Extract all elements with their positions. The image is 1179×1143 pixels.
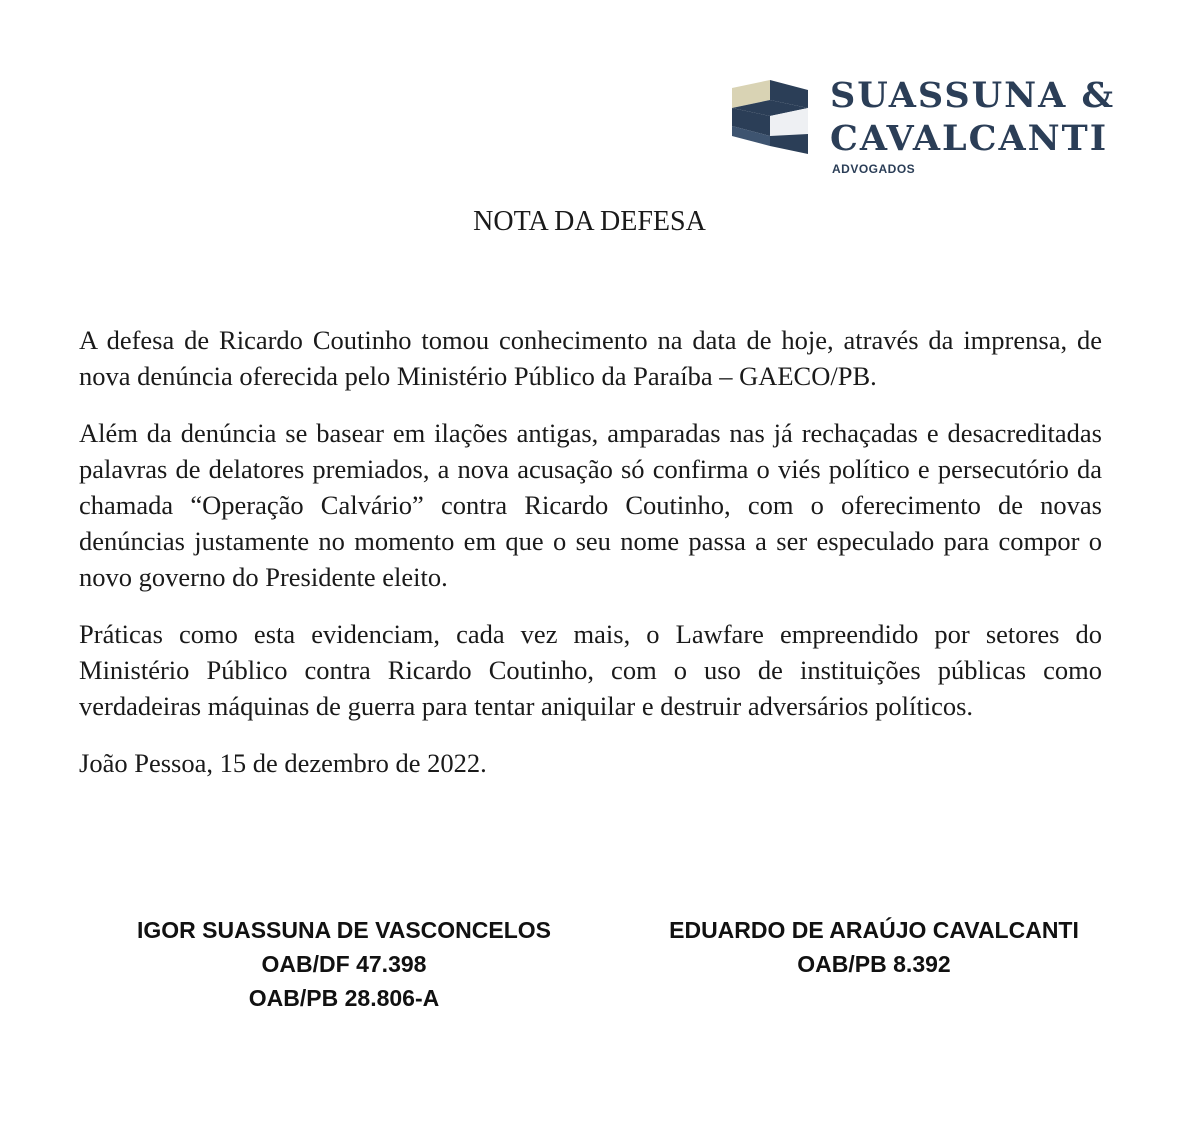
firm-name	[830, 74, 1115, 160]
paragraph-1: A defesa de Ricardo Coutinho tomou conhecimento na data de hoje, através da imprensa, de nova denúncia oferecida pelo Ministério Público da Paraíba – GAECO/PB.	[79, 325, 1102, 391]
document-title: NOTA DA DEFESA	[473, 206, 706, 237]
signer-name: EDUARDO DE ARAÚJO CAVALCANTI	[669, 917, 1079, 943]
signer-name: IGOR SUASSUNA DE VASCONCELOS	[136, 917, 552, 943]
date-line: João Pessoa, 15 de dezembro de 2022.	[79, 748, 487, 778]
firm-name-line1: SUASSUNA &	[830, 75, 1116, 116]
firm-logo-icon	[732, 78, 808, 156]
signer-registration: OAB/DF 47.398	[261, 951, 427, 977]
paragraph-3: Práticas como esta evidenciam, cada vez mais, o Lawfare empreendido por setores do Ministério Público contra Ricardo Coutinho, com o uso de instituições públicas como verdadeiras máquinas de guerra para tentar aniquilar e destruir adversários políticos.	[79, 619, 1102, 721]
letterhead	[732, 75, 1116, 178]
signer-registration: OAB/PB 8.392	[797, 951, 951, 977]
signature-eduardo	[614, 913, 1134, 981]
paragraph-2: Além da denúncia se basear em ilações antigas, amparadas nas já rechaçadas e desacreditadas palavras de delatores premiados, a nova acusação só confirma o viés político e persecutório da chamada “Operação Calvário” contra Ricardo Coutinho, com o oferecimento de novas denúncias justamente no momento em que o seu nome passa a ser especulado para compor o novo governo do Presidente eleito.	[79, 418, 1102, 592]
firm-name-line2: CAVALCANTI	[830, 118, 1109, 159]
document-body	[79, 322, 1102, 802]
firm-subtitle: ADVOGADOS	[832, 162, 916, 176]
signer-registration: OAB/PB 28.806-A	[248, 985, 440, 1011]
signature-igor	[84, 913, 604, 1015]
